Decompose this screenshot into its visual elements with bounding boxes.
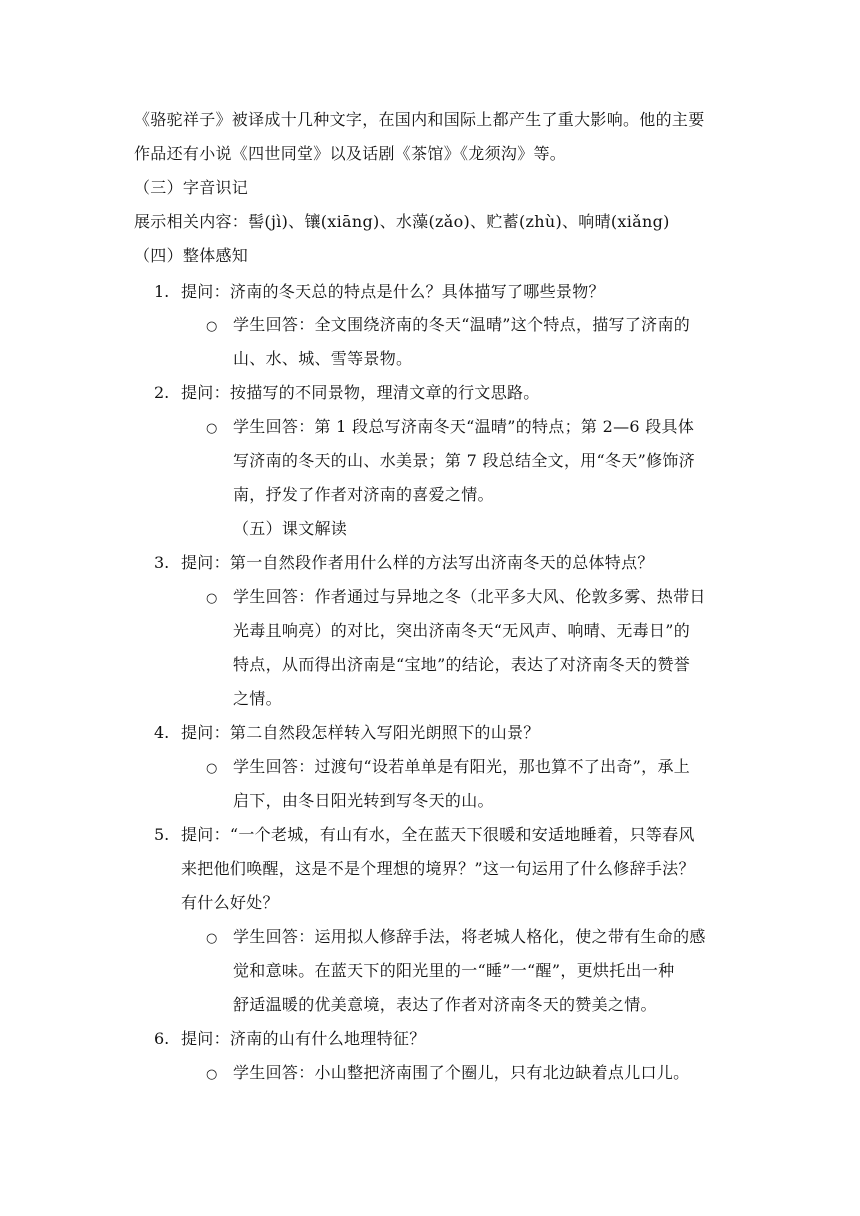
question-text: 提问：济南的冬天总的特点是什么？具体描写了哪些景物？ — [181, 282, 605, 301]
bullet-icon: ○ — [206, 761, 218, 776]
answer-text: 特点，从而得出济南是“宝地”的结论，表达了对济南冬天的赞誉 — [233, 655, 691, 674]
answer-text: 南，抒发了作者对济南的喜爱之情。 — [233, 485, 494, 504]
question-text: 提问：济南的山有什么地理特征？ — [181, 1029, 426, 1048]
answer-text: 舒适温暖的优美意境，表达了作者对济南冬天的赞美之情。 — [233, 995, 657, 1014]
question-number: 4. — [154, 723, 170, 742]
answer-text: 学生回答：第 1 段总写济南冬天“温晴”的特点；第 2—6 段具体 — [233, 417, 695, 436]
intro-line-2: 作品还有小说《四世同堂》以及话剧《茶馆》《龙须沟》等。 — [134, 144, 567, 163]
question-number: 1. — [154, 282, 170, 301]
bullet-icon: ○ — [206, 591, 218, 606]
answer-text: 启下，由冬日阳光转到写冬天的山。 — [233, 791, 494, 810]
bullet-icon: ○ — [206, 1067, 218, 1082]
section-heading-4: （四）整体感知 — [134, 246, 249, 265]
intro-line-1: 《骆驼祥子》被译成十几种文字，在国内和国际上都产生了重大影响。他的主要 — [134, 110, 705, 129]
question-text: 有什么好处？ — [181, 893, 279, 912]
section-heading-3: （三）字音识记 — [134, 178, 249, 197]
question-number: 2. — [154, 383, 170, 402]
question-number: 3. — [154, 553, 170, 572]
answer-text: 写济南的冬天的山、水美景；第 7 段总结全文，用“冬天”修饰济 — [233, 451, 696, 470]
answer-text: 学生回答：全文围绕济南的冬天“温晴”这个特点，描写了济南的 — [233, 315, 691, 334]
answer-text: 学生回答：过渡句“设若单单是有阳光，那也算不了出奇”，承上 — [233, 757, 691, 776]
bullet-icon: ○ — [206, 319, 218, 334]
question-text: 提问：按描写的不同景物，理清文章的行文思路。 — [181, 383, 540, 402]
answer-text: 山、水、城、雪等景物。 — [233, 349, 413, 368]
question-text: 来把他们唤醒，这是不是个理想的境界？”这一句运用了什么修辞手法？ — [181, 859, 695, 878]
answer-text: 觉和意味。在蓝天下的阳光里的一“睡”一“醒”，更烘托出一种 — [233, 961, 675, 980]
answer-text: 光毒且响亮）的对比，突出济南冬天“无风声、响晴、无毒日”的 — [233, 621, 691, 640]
question-text: 提问：第一自然段作者用什么样的方法写出济南冬天的总体特点？ — [181, 553, 654, 572]
question-number: 6. — [154, 1029, 170, 1048]
section-heading-5: （五）课文解读 — [233, 519, 348, 538]
answer-text: 之情。 — [233, 689, 282, 708]
answer-text: 学生回答：运用拟人修辞手法，将老城人格化，使之带有生命的感 — [233, 927, 706, 946]
pronunciation-content: 展示相关内容：髻(jì)、镶(xiāng)、水藻(zǎo)、贮蓄(zhù)、响晴(xiǎng) — [134, 212, 670, 231]
question-text: 提问：“一个老城，有山有水，全在蓝天下很暖和安适地睡着，只等春风 — [181, 825, 695, 844]
question-number: 5. — [154, 825, 170, 844]
answer-text: 学生回答：小山整把济南围了个圈儿，只有北边缺着点儿口儿。 — [233, 1063, 690, 1082]
bullet-icon: ○ — [206, 931, 218, 946]
question-text: 提问：第二自然段怎样转入写阳光朗照下的山景？ — [181, 723, 540, 742]
answer-text: 学生回答：作者通过与异地之冬（北平多大风、伦敦多雾、热带日 — [233, 587, 706, 606]
bullet-icon: ○ — [206, 421, 218, 436]
